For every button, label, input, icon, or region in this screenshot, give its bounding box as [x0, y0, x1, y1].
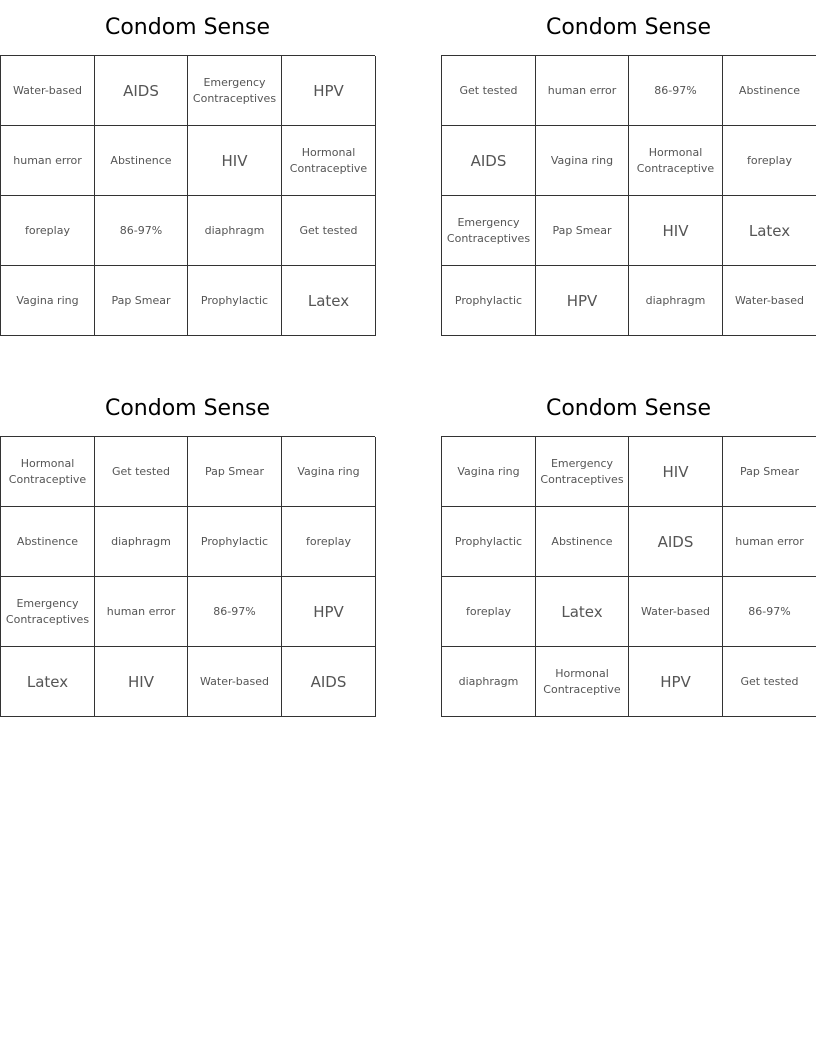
bingo-cell: Hormonal Contraceptive [282, 126, 376, 196]
bingo-cell: Abstinence [1, 507, 95, 577]
bingo-cell: Water-based [723, 266, 816, 336]
bingo-cell: Water-based [629, 577, 723, 647]
bingo-grid [0, 436, 375, 717]
bingo-cell: human error [1, 126, 95, 196]
bingo-cell: HIV [629, 437, 723, 507]
bingo-cell: Water-based [1, 56, 95, 126]
bingo-cell: 86-97% [629, 56, 723, 126]
bingo-cell: diaphragm [442, 647, 536, 717]
bingo-cell: Emergency Contraceptives [536, 437, 629, 507]
bingo-cell: AIDS [282, 647, 376, 717]
bingo-cell: Latex [536, 577, 629, 647]
bingo-cell: Pap Smear [188, 437, 282, 507]
bingo-card-3 [0, 381, 375, 717]
bingo-card-1 [0, 0, 375, 336]
bingo-cell: Latex [282, 266, 376, 336]
bingo-cell: 86-97% [188, 577, 282, 647]
bingo-cell: HPV [629, 647, 723, 717]
bingo-cell: HPV [536, 266, 629, 336]
bingo-cell: Water-based [188, 647, 282, 717]
bingo-cell: Vagina ring [536, 126, 629, 196]
card-title: Condom Sense [104, 15, 271, 40]
bingo-cell: Vagina ring [442, 437, 536, 507]
bingo-cell: HPV [282, 56, 376, 126]
bingo-cell: foreplay [1, 196, 95, 266]
bingo-grid [0, 55, 375, 336]
bingo-cell: HIV [95, 647, 188, 717]
bingo-cell: Abstinence [95, 126, 188, 196]
bingo-cell: Pap Smear [95, 266, 188, 336]
bingo-cell: Hormonal Contraceptive [1, 437, 95, 507]
bingo-cell: human error [536, 56, 629, 126]
bingo-cell: foreplay [282, 507, 376, 577]
card-title: Condom Sense [545, 15, 712, 40]
bingo-cell: AIDS [95, 56, 188, 126]
bingo-cell: 86-97% [95, 196, 188, 266]
bingo-cell: Prophylactic [442, 266, 536, 336]
bingo-cell: Abstinence [536, 507, 629, 577]
bingo-card-2 [441, 0, 816, 336]
bingo-cell: Hormonal Contraceptive [629, 126, 723, 196]
bingo-grid [441, 436, 816, 717]
bingo-cell: foreplay [442, 577, 536, 647]
bingo-cell: Get tested [282, 196, 376, 266]
bingo-cell: Abstinence [723, 56, 816, 126]
card-title: Condom Sense [104, 396, 271, 421]
bingo-cell: Prophylactic [442, 507, 536, 577]
bingo-cell: 86-97% [723, 577, 816, 647]
bingo-cell: Vagina ring [282, 437, 376, 507]
bingo-cell: Emergency Contraceptives [188, 56, 282, 126]
bingo-card-4 [441, 381, 816, 717]
bingo-cell: Get tested [442, 56, 536, 126]
bingo-cell: HPV [282, 577, 376, 647]
bingo-cell: AIDS [629, 507, 723, 577]
bingo-cell: foreplay [723, 126, 816, 196]
bingo-cell: Vagina ring [1, 266, 95, 336]
bingo-cell: human error [723, 507, 816, 577]
bingo-cell: Pap Smear [723, 437, 816, 507]
bingo-cell: diaphragm [629, 266, 723, 336]
bingo-cell: diaphragm [188, 196, 282, 266]
bingo-cell: Hormonal Contraceptive [536, 647, 629, 717]
bingo-cell: human error [95, 577, 188, 647]
bingo-cell: Prophylactic [188, 507, 282, 577]
bingo-cell: diaphragm [95, 507, 188, 577]
bingo-cell: AIDS [442, 126, 536, 196]
bingo-cell: HIV [188, 126, 282, 196]
bingo-grid [441, 55, 816, 336]
bingo-cell: Latex [1, 647, 95, 717]
bingo-cell: Pap Smear [536, 196, 629, 266]
bingo-cell: Get tested [723, 647, 816, 717]
bingo-cell: Emergency Contraceptives [1, 577, 95, 647]
bingo-cell: Prophylactic [188, 266, 282, 336]
bingo-cell: Get tested [95, 437, 188, 507]
bingo-cell: HIV [629, 196, 723, 266]
bingo-cell: Emergency Contraceptives [442, 196, 536, 266]
bingo-cell: Latex [723, 196, 816, 266]
card-title: Condom Sense [545, 396, 712, 421]
